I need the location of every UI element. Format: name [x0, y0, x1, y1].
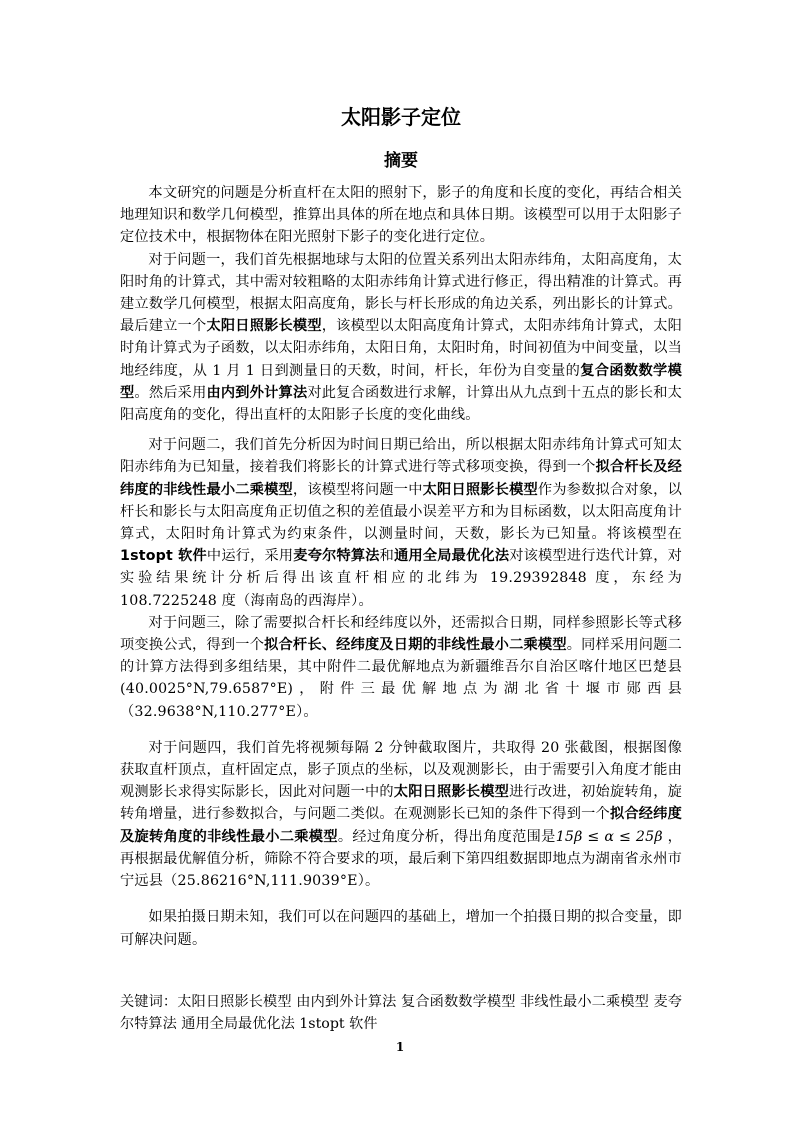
text-run: 中运行，采用	[206, 548, 294, 565]
abstract-paragraph-intro	[120, 182, 682, 249]
bold-term: 拟合杆长及经纬度的非线性最小二乘模型	[120, 459, 683, 498]
keywords-line: 关键词：太阳日照影长模型 由内到外计算法 复合函数数学模型 非线性最小二乘模型 麦夸尔特算法 通用全局最优化法 1stopt 软件	[120, 993, 682, 1032]
document-page	[120, 96, 682, 1035]
text-run: ，该模型以太阳高度角计算式，太阳赤纬角计算式，太阳时角计算式为子函数，以太阳赤纬角，太阳日角，太阳时角，时间初值为中间变量，以当地经纬度，从 1 月 1 日到测量日的天数，时间，杆长，年份为自变量的	[120, 318, 682, 379]
bold-term: 太阳日照影长模型	[206, 318, 322, 335]
text-run: 对于问题四，我们首先将视频每隔 2 分钟截取图片，共取得 20 张截图，根据图像获取直杆顶点，直杆固定点，影子顶点的坐标，以及观测影长，由于需要引入角度才能由观测影长求得实际影长，因此对问题一中的	[120, 739, 682, 801]
abstract-paragraph-extension	[120, 906, 682, 950]
text-run: 对于问题三，除了需要拟合杆长和经纬度以外，还需拟合日期，同样参照影长等式移项变换公式，得到一个	[120, 614, 682, 654]
angle-range-formula: 15β ≤ α ≤ 25β	[555, 828, 663, 845]
text-run: ，再根据最优解值分析，筛除不符合要求的项，最后剩下第四组数据即地点为湖南省永州市宁远县（25.86216°N,111.9039°E）。	[120, 828, 682, 890]
bold-term: 通用全局最优化法	[394, 548, 510, 565]
abstract-paragraph-problem2	[120, 434, 682, 612]
page-number: 1	[395, 1040, 405, 1054]
bold-term: 复合函数数学模型	[120, 362, 682, 401]
text-run: 。同样采用问题二的计算方法得到多组结果，其中附件二最优解地点为新疆维吾尔自治区喀什地区巴楚县(40.0025°N,79.6587°E)，附件三最优解地点为湖北省十堰市郧西县（32.9638°N,110.277°E）。	[120, 637, 682, 720]
text-run: 对于问题二，我们首先分析因为时间日期已给出，所以根据太阳赤纬角计算式可知太阳赤纬角为已知量，接着我们将影长的计算式进行等式移项变换，得到一个	[120, 437, 682, 476]
text-run: 。然后采用	[134, 384, 207, 401]
bold-term: 1stopt 软件	[120, 548, 207, 565]
text-run: ，该模型将问题一中	[292, 481, 423, 498]
text-run: 对于问题一，我们首先根据地球与太阳的位置关系列出太阳赤纬角，太阳高度角，太阳时角的计算式，其中需对较粗略的太阳赤纬角计算式进行修正，得出精准的计算式。再建立数学几何模型，根据太阳高度角，影长与杆长形成的角边关系，列出影长的计算式。最后建立一个	[120, 251, 682, 335]
text-run: 。经过角度分析，得出角度范围是	[337, 828, 556, 845]
bold-term: 太阳日照影长模型	[422, 481, 538, 498]
text-run: 进行改进，初始旋转角，旋转角增量，进行参数拟合，与问题二类似。在观测影长已知的条件下得到一个	[120, 784, 682, 823]
bold-term: 拟合经纬度及旋转角度的非线性最小二乘模型	[120, 806, 682, 845]
abstract-paragraph-problem4	[120, 737, 682, 892]
text-run: 和	[379, 548, 395, 565]
abstract-paragraph-problem3	[120, 612, 682, 723]
bold-term: 麦夸尔特算法	[293, 548, 380, 565]
paper-title: 太阳影子定位	[341, 105, 461, 129]
text-run: 作为参数拟合对象，以杆长和影长与太阳高度角正切值之积的差值最小误差平方和为目标函数，以太阳高度角计算式，太阳时角计算式为约束条件，以测量时间，天数，影长为已知量。将该模型在	[120, 481, 682, 543]
bold-term: 由内到外计算法	[206, 384, 308, 401]
abstract-body	[120, 182, 682, 951]
text-run: 对此复合函数进行求解，计算出从九点到十五点的影长和太阳高度角的变化，得出直杆的太阳影子长度的变化曲线。	[120, 384, 683, 424]
text-run: 对该模型进行迭代计算，对实验结果统计分析后得出该直杆相应的北纬为 19.29392848 度，东经为 108.7225248 度（海南岛的西海岸）。	[120, 548, 682, 609]
abstract-heading: 摘要	[384, 151, 418, 171]
text-run: 本文研究的问题是分析直杆在太阳的照射下，影子的角度和长度的变化，再结合相关地理知识和数学几何模型，推算出具体的所在地点和具体日期。该模型可以用于太阳影子定位技术中，根据物体在阳光照射下影子的变化进行定位。	[120, 185, 682, 246]
abstract-paragraph-problem1	[120, 249, 682, 427]
bold-term: 拟合杆长、经纬度及日期的非线性最小二乘模型	[264, 637, 567, 654]
bold-term: 太阳日照影长模型	[393, 784, 510, 801]
text-run: 如果拍摄日期未知，我们可以在问题四的基础上，增加一个拍摄日期的拟合变量，即可解决问题。	[120, 909, 682, 948]
